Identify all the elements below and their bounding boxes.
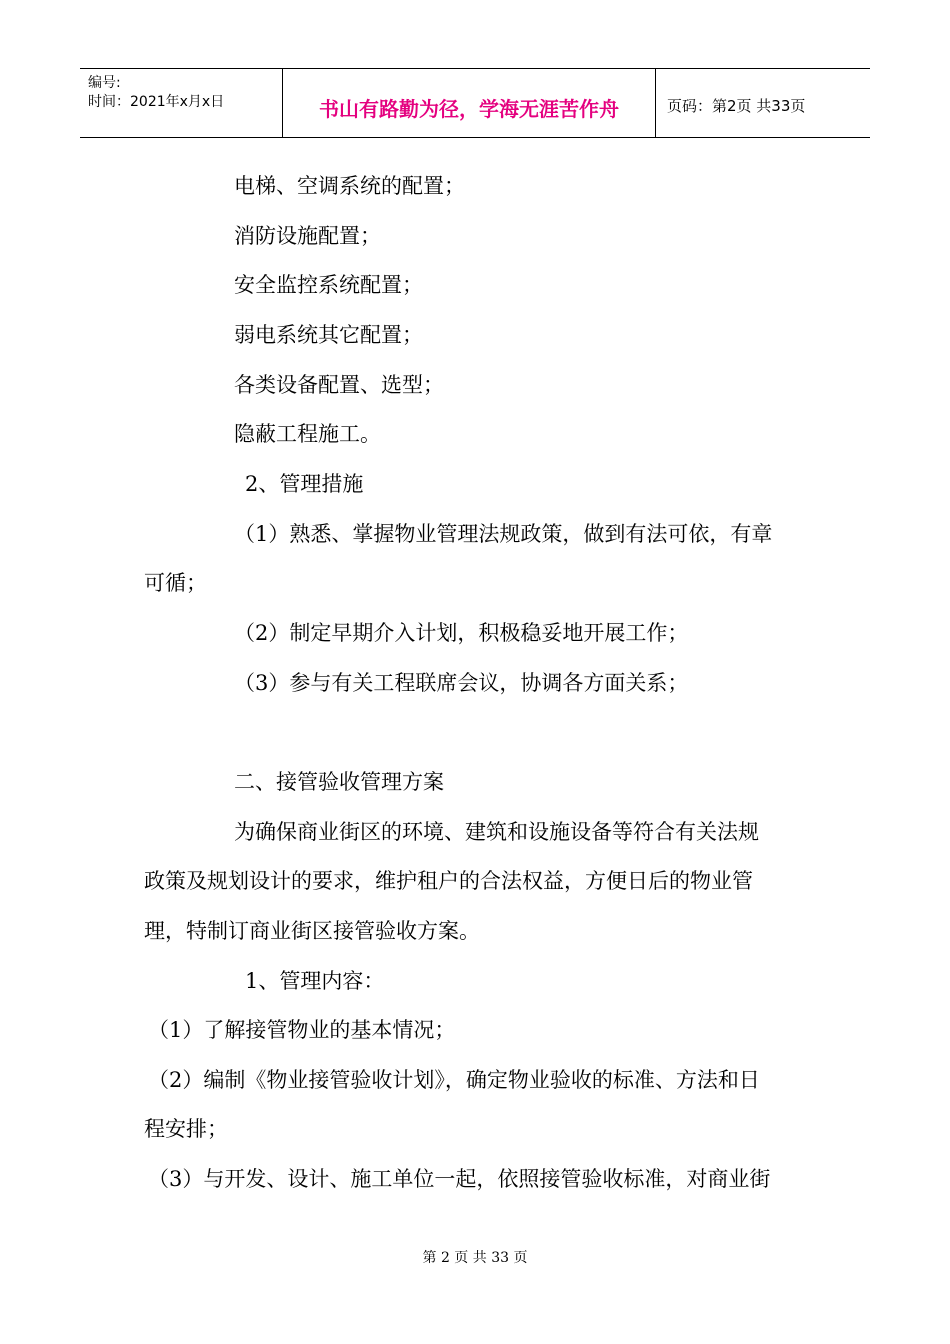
text-line: 可循； [144, 571, 207, 595]
text-line: （3）与开发、设计、施工单位一起，依照接管验收标准，对商业街 [148, 1167, 771, 1191]
section-heading: 2、管理措施 [245, 472, 364, 496]
text-line: 各类设备配置、选型； [234, 373, 444, 397]
text-line: 电梯、空调系统的配置； [234, 174, 465, 198]
page-footer: 第 2 页 共 33 页 [422, 1250, 528, 1266]
header-info-cell [80, 69, 282, 137]
text-line: 理，特制订商业街区接管验收方案。 [144, 919, 480, 943]
text-line: 程安排； [144, 1117, 228, 1141]
text-line: 消防设施配置； [234, 224, 381, 248]
section-heading: 二、接管验收管理方案 [234, 770, 444, 794]
text-line: （2）编制《物业接管验收计划》，确定物业验收的标准、方法和日 [148, 1068, 760, 1092]
number-label: 编号: [88, 75, 121, 91]
text-line: 政策及规划设计的要求，维护租户的合法权益，方便日后的物业管 [144, 869, 753, 893]
text-line: （1）熟悉、掌握物业管理法规政策，做到有法可依，有章 [234, 522, 773, 546]
section-heading: 1、管理内容： [245, 969, 385, 993]
text-line: （3）参与有关工程联席会议，协调各方面关系； [234, 671, 689, 695]
date-line: 时间：2021年x月x日 [88, 94, 225, 110]
text-line: （2）制定早期介入计划，积极稳妥地开展工作； [234, 621, 689, 645]
text-line: 弱电系统其它配置； [234, 323, 423, 347]
header-motto-cell [282, 69, 656, 137]
page-header [80, 68, 870, 138]
text-line: 为确保商业街区的环境、建筑和设施设备等符合有关法规 [234, 820, 759, 844]
header-page-cell [655, 69, 870, 137]
text-line: （1）了解接管物业的基本情况； [148, 1018, 456, 1042]
text-line: 隐蔽工程施工。 [234, 422, 381, 446]
motto-text: 书山有路勤为径，学海无涯苦作舟 [319, 97, 619, 121]
text-line: 安全监控系统配置； [234, 273, 423, 297]
page-code: 页码：第2页 共33页 [667, 97, 806, 115]
